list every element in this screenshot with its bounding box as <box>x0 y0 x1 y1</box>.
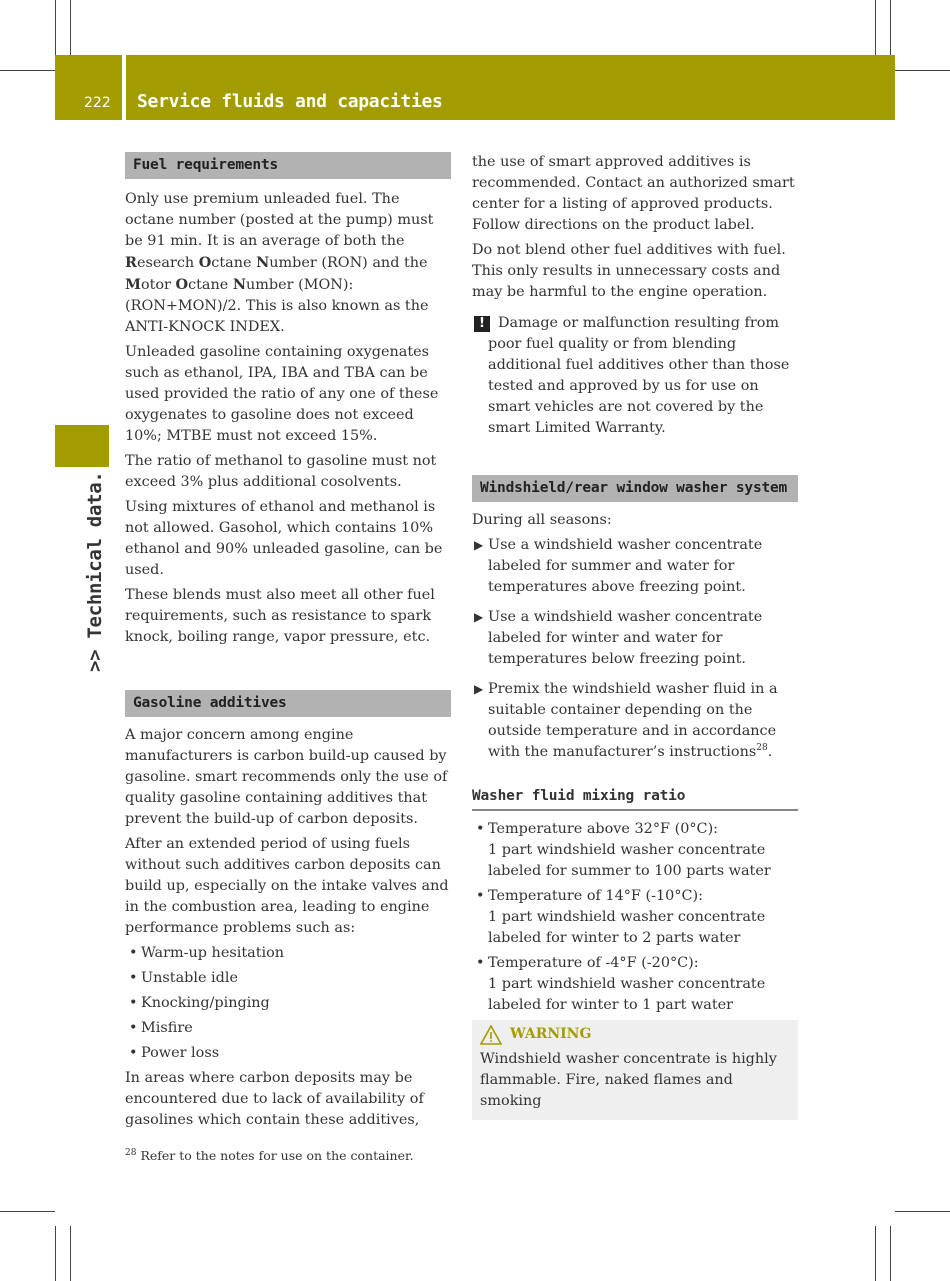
footnote-number: 28 <box>125 1147 137 1158</box>
text-span: otor <box>140 277 176 293</box>
bold-letter: O <box>198 254 212 271</box>
page-number: 222 <box>84 95 111 111</box>
crop-mark <box>55 1226 56 1281</box>
footnote-text: Refer to the notes for use on the container. <box>140 1148 414 1163</box>
additives-paragraph-deposits: After an extended period of using fuels without such additives carbon deposits can build up, especially on the intake valves and in the combustion area, leading to engine performance problems such as: <box>125 836 449 936</box>
continued-paragraph-approved: the use of smart approved additives is recommended. Contact an authorized smart center for a listing of approved products. Follow directions on the product label. <box>472 154 795 233</box>
side-tab-marker <box>55 425 109 467</box>
crop-mark <box>895 70 950 71</box>
list-item <box>472 886 798 949</box>
text-span: ctane <box>211 255 257 271</box>
ratio-temp: Temperature of -4°F (-20°C): <box>488 955 699 971</box>
text-span: ctane <box>188 277 233 293</box>
continued-paragraph-blend: Do not blend other fuel additives with fuel. This only results in unnecessary costs and may be harmful to the engine operation. <box>472 242 786 300</box>
section-heading-fuel: Fuel requirements <box>125 152 451 179</box>
list-item: • Misfire <box>125 1018 451 1039</box>
caution-text: Damage or malfunction resulting from poor fuel quality or from blending additional fuel additives other than those tested and approved by us for use on smart vehicles are not covered by the smart Limited Warranty. <box>488 315 790 436</box>
text-span: Only use premium unleaded fuel. The octane number (posted at the pump) must be 91 min. It is an average of both the <box>125 191 434 249</box>
list-item: • Power loss <box>125 1043 451 1064</box>
left-column <box>125 152 451 1135</box>
footnote-ref: 28 <box>756 743 768 754</box>
exclamation-icon: ! <box>474 316 490 332</box>
bold-letter: R <box>125 254 137 271</box>
additives-paragraph-availability: In areas where carbon deposits may be encountered due to lack of availability of gasolines which contain these additives, <box>125 1070 424 1128</box>
mix-ratio-heading: Washer fluid mixing ratio <box>472 786 798 811</box>
crop-mark <box>890 0 891 55</box>
step-text: Use a windshield washer concentrate labeled for winter and water for temperatures below freezing point. <box>488 609 763 667</box>
problem-list <box>125 943 451 1064</box>
warning-text: Windshield washer concentrate is highly flammable. Fire, naked flames and smoking <box>480 1051 777 1109</box>
crop-mark <box>890 1226 891 1281</box>
ratio-mix: 1 part windshield washer concentrate labeled for summer to 100 parts water <box>488 842 771 879</box>
list-item: • Knocking/pinging <box>125 993 451 1014</box>
caution-note <box>472 313 798 439</box>
crop-mark <box>70 1226 71 1281</box>
washer-steps <box>472 535 798 763</box>
page-title: Service fluids and capacities <box>137 91 443 112</box>
list-item: • Warm-up hesitation <box>125 943 451 964</box>
ratio-mix: 1 part windshield washer concentrate labeled for winter to 2 parts water <box>488 909 766 946</box>
fuel-paragraph-methanol: The ratio of methanol to gasoline must not exceed 3% plus additional cosolvents. <box>125 453 437 490</box>
fuel-paragraph-octane <box>125 189 451 338</box>
additives-paragraph-intro: A major concern among engine manufacturers is carbon build-up caused by gasoline. smart recommends only the use of quality gasoline containing additives that prevent the build-up of carbon deposits. <box>125 727 448 827</box>
step-text: Use a windshield washer concentrate labeled for summer and water for temperatures above freezing point. <box>488 537 763 595</box>
text-span: umber (RON) and the <box>269 255 428 271</box>
warning-triangle-icon <box>480 1025 502 1045</box>
bold-letter: N <box>232 276 246 293</box>
step-text: . <box>767 744 773 760</box>
right-column <box>472 152 798 1120</box>
footnote <box>125 1148 414 1163</box>
list-item <box>472 819 798 882</box>
ratio-temp: Temperature above 32°F (0°C): <box>488 821 719 837</box>
crop-mark <box>70 0 71 55</box>
list-item <box>472 607 798 670</box>
warning-box <box>472 1020 798 1120</box>
fuel-paragraph-blends: These blends must also meet all other fuel requirements, such as resistance to spark knock, boiling range, vapor pressure, etc. <box>125 587 435 645</box>
ratio-temp: Temperature of 14°F (-10°C): <box>488 888 703 904</box>
crop-mark <box>55 0 56 55</box>
side-tab-label: >> Technical data. <box>84 471 106 672</box>
warning-header <box>480 1024 790 1045</box>
step-text: Premix the windshield washer fluid in a suitable container depending on the outside temperature and in accordance with the manufacturer’s instructions <box>488 681 778 760</box>
header-divider <box>122 55 126 120</box>
crop-mark <box>0 1211 55 1212</box>
fuel-paragraph-oxygenates: Unleaded gasoline containing oxygenates such as ethanol, IPA, IBA and TBA can be used provided the ratio of any one of these oxygenates to gasoline does not exceed 10%; MTBE must not exceed 15%. <box>125 344 439 444</box>
warning-label: WARNING <box>510 1026 592 1042</box>
section-heading-additives: Gasoline additives <box>125 690 451 717</box>
section-heading-washer: Windshield/rear window washer system <box>472 475 798 502</box>
fuel-paragraph-gasohol: Using mixtures of ethanol and methanol is not allowed. Gasohol, which contains 10% ethanol and 90% unleaded gasoline, can be used. <box>125 499 443 578</box>
bold-letter: N <box>256 254 270 271</box>
triangle-bullet-icon: ▶ <box>474 538 484 552</box>
text-span: esearch <box>136 255 199 271</box>
list-item <box>472 679 798 763</box>
crop-mark <box>895 1211 950 1212</box>
list-item <box>472 535 798 598</box>
crop-mark <box>0 70 55 71</box>
list-item <box>472 953 798 1016</box>
text-span: umber (MON): (RON+MON)/2. This is also known as the ANTI-KNOCK INDEX. <box>125 277 429 335</box>
bold-letter: M <box>125 276 141 293</box>
ratio-list <box>472 819 798 1016</box>
seasons-label: During all seasons: <box>472 512 612 528</box>
ratio-mix: 1 part windshield washer concentrate labeled for winter to 1 part water <box>488 976 766 1013</box>
crop-mark <box>875 0 876 55</box>
crop-mark <box>875 1226 876 1281</box>
list-item: • Unstable idle <box>125 968 451 989</box>
bold-letter: O <box>175 276 189 293</box>
triangle-bullet-icon: ▶ <box>474 682 484 696</box>
triangle-bullet-icon: ▶ <box>474 610 484 624</box>
